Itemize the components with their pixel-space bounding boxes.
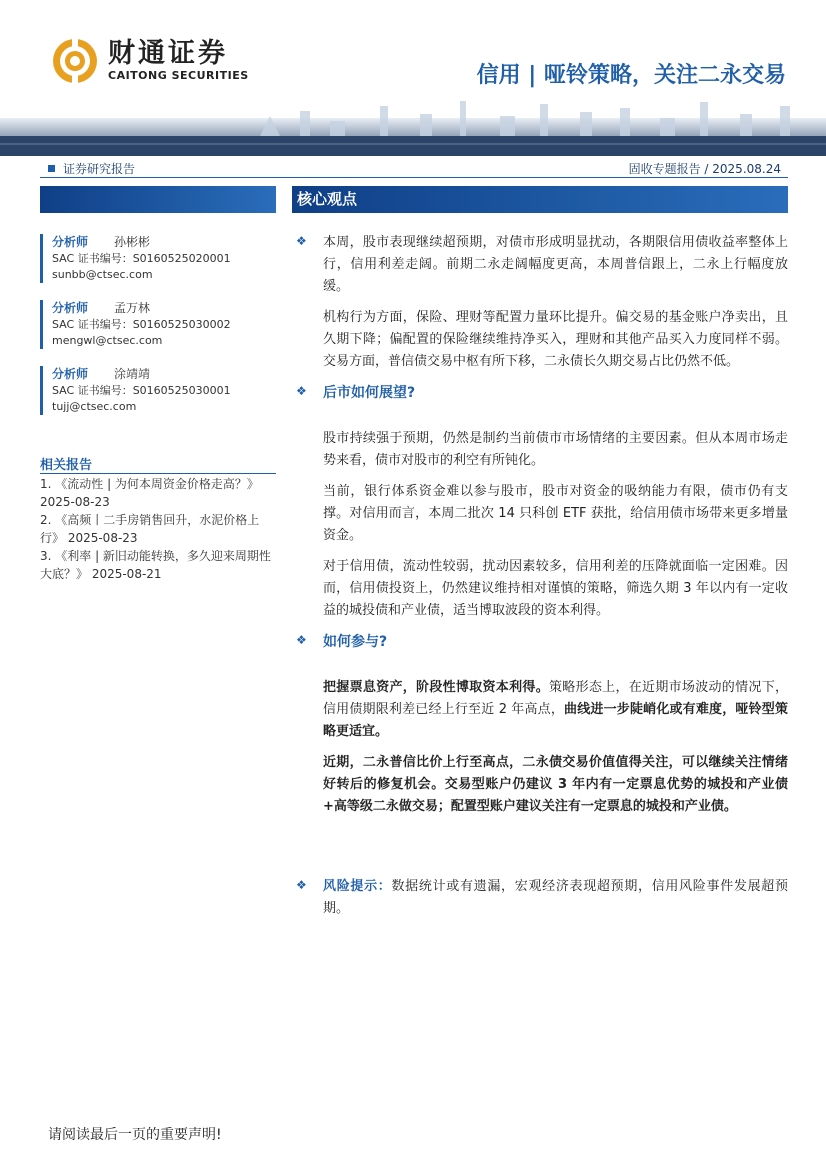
risk-label: 风险提示： <box>323 879 392 894</box>
diamond-bullet-icon: ❖ <box>296 878 307 892</box>
report-title: 信用 | 哑铃策略，关注二永交易 <box>476 63 786 88</box>
report-category <box>48 160 135 177</box>
sidebar-header-bar <box>40 186 276 213</box>
analyst-email[interactable]: mengwl@ctsec.com <box>52 334 163 347</box>
analyst-sac: SAC 证书编号：S0160525030002 <box>52 318 231 331</box>
header-divider <box>40 177 788 178</box>
analyst-name: 孟万林 <box>114 301 151 315</box>
logo-english-name: CAITONG SECURITIES <box>108 69 249 82</box>
text: 策略形态上，在近期市场波动的情况下，信用债期限利差已经上行至近 2 年高点， <box>323 680 788 717</box>
analyst-sac: SAC 证书编号：S0160525020001 <box>52 252 231 265</box>
analyst-role: 分析师 <box>52 301 89 315</box>
logo-chinese-name: 财通证券 <box>108 38 228 69</box>
paragraph: 本周，股市表现继续超预期，对债市形成明显扰动，各期限信用债收益率整体上行，信用利差走阔。前期二永走阔幅度更高，本周普信跟上，二永上行幅度放缓。 <box>323 235 788 294</box>
related-report-link[interactable]: 3. 《利率 | 新旧动能转换，多久迎来周期性大底？》 2025-08-21 <box>40 549 271 581</box>
related-reports-title: 相关报告 <box>40 458 93 473</box>
diamond-bullet-icon: ❖ <box>296 633 307 647</box>
analyst-name: 孙彬彬 <box>114 235 151 249</box>
caitong-logo-icon <box>50 36 100 86</box>
footer-disclaimer: 请阅读最后一页的重要声明! <box>48 1127 222 1143</box>
subsection-heading: 后市如何展望? <box>323 385 416 401</box>
bold-text: 把握票息资产，阶段性博取资本利得。 <box>323 680 549 695</box>
analyst-email[interactable]: sunbb@ctsec.com <box>52 268 153 281</box>
analyst-card <box>40 366 276 415</box>
subsection-heading: 如何参与? <box>323 634 388 650</box>
paragraph: 近期，二永普信比价上行至高点，二永债交易价值值得关注，可以继续关注情绪好转后的修复机会。交易型账户仍建议 3 年内有一定票息优势的城投和产业债+高等级二永做交易；配置型账户建议关注有一定票息的城投和产业债。 <box>323 755 788 814</box>
company-logo <box>50 36 249 86</box>
analyst-sac: SAC 证书编号：S0160525030001 <box>52 384 231 397</box>
diamond-bullet-icon: ❖ <box>296 234 307 248</box>
skyline-banner <box>0 96 826 156</box>
analyst-email[interactable]: tujj@ctsec.com <box>52 400 137 413</box>
analyst-card <box>40 234 276 283</box>
diamond-bullet-icon: ❖ <box>296 384 307 398</box>
square-bullet-icon <box>48 165 55 172</box>
analyst-role: 分析师 <box>52 367 89 381</box>
paragraph: 机构行为方面，保险、理财等配置力量环比提升。偏交易的基金账户净卖出，且久期下降；偏配置的保险继续维持净买入，理财和其他产品买入力度同样不弱。交易方面，普信债交易中枢有所下移，二永债长久期交易占比仍然不低。 <box>323 310 788 369</box>
paragraph: 股市持续强于预期，仍然是制约当前债市市场情绪的主要因素。但从本周市场走势来看，债市对股市的利空有所钝化。 <box>323 431 788 468</box>
risk-paragraph <box>323 876 788 920</box>
related-reports-list <box>40 475 280 583</box>
paragraph: 对于信用债，流动性较弱，扰动因素较多，信用利差的压降就面临一定困难。因而，信用债投资上，仍然建议维持相对谨慎的策略，筛选久期 3 年以内有一定收益的城投债和产业债，适当博取波段的资本利得。 <box>323 559 788 618</box>
report-type-date: 固收专题报告 / 2025.08.24 <box>628 162 781 176</box>
analyst-card <box>40 300 276 349</box>
related-report-link[interactable]: 1. 《流动性 | 为何本周资金价格走高？》 2025-08-23 <box>40 477 259 509</box>
related-reports-divider <box>40 473 276 474</box>
paragraph: 当前，银行体系资金难以参与股市，股市对资金的吸纳能力有限，债市仍有支撑。对信用而言，本周二批次 14 只科创 ETF 获批，给信用债市场带来更多增量资金。 <box>323 484 788 543</box>
analyst-name: 涂靖靖 <box>114 367 151 381</box>
bold-text: 曲线进一步陡峭化或有难度，哑铃型策略更适宜。 <box>323 702 788 739</box>
core-view-content <box>296 232 788 929</box>
paragraph <box>323 677 788 743</box>
analyst-role: 分析师 <box>52 235 89 249</box>
report-category-label: 证券研究报告 <box>63 162 136 176</box>
core-view-heading: 核心观点 <box>292 186 788 213</box>
related-report-link[interactable]: 2. 《高频丨二手房销售回升，水泥价格上行》 2025-08-23 <box>40 513 260 545</box>
risk-text: 数据统计或有遗漏，宏观经济表现超预期，信用风险事件发展超预期。 <box>323 879 788 916</box>
